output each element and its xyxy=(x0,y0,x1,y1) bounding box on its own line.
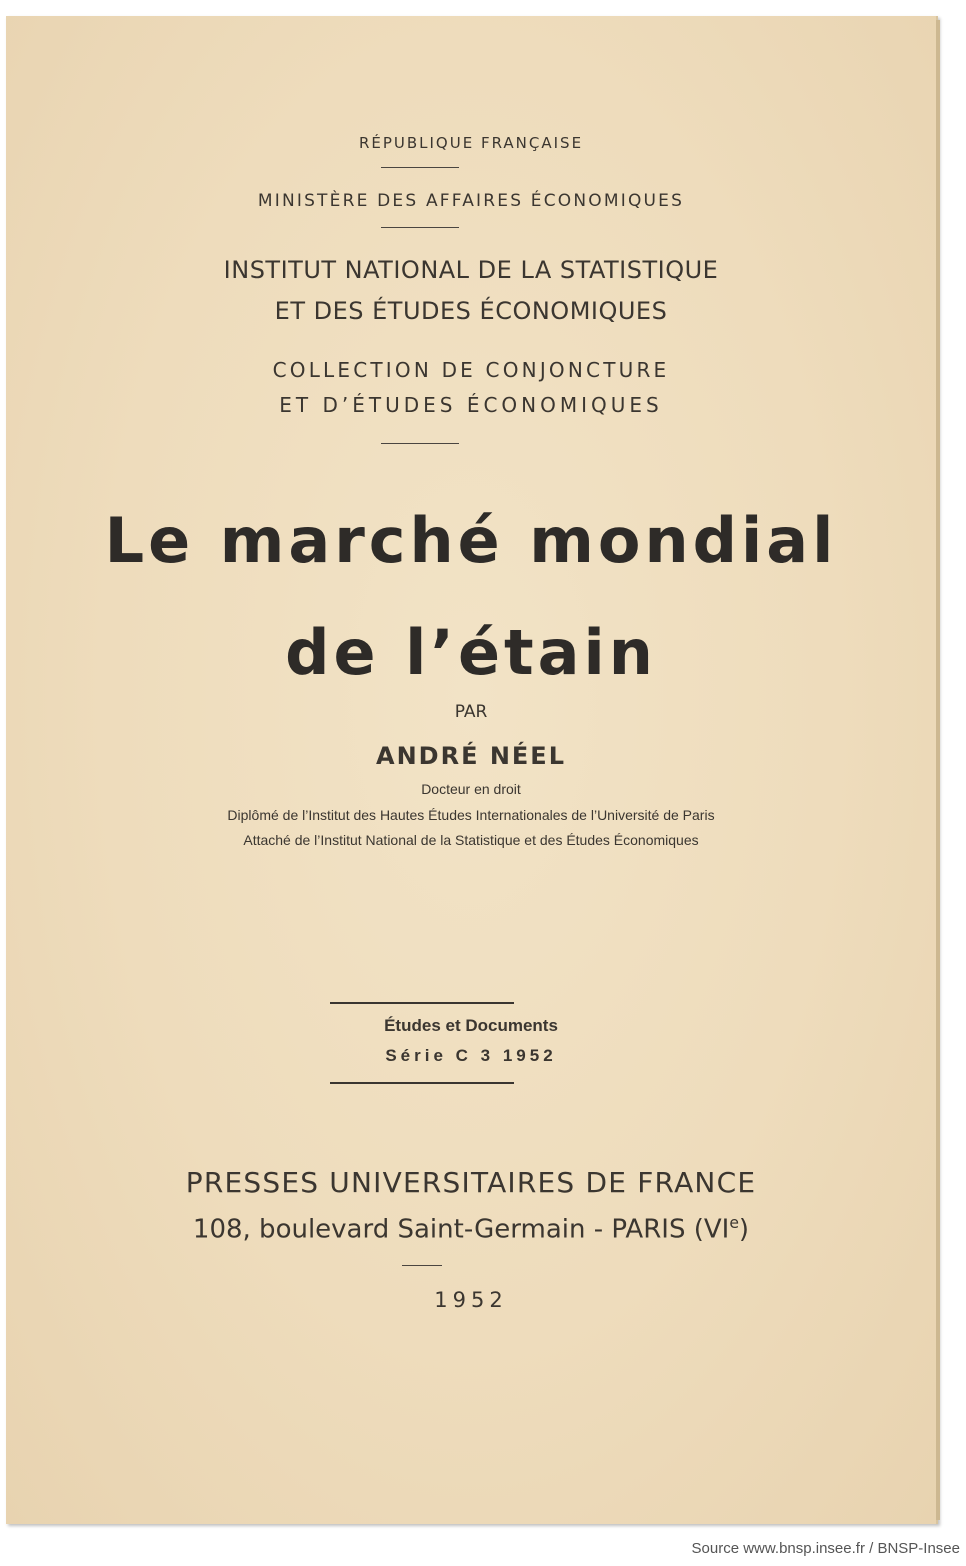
title-page-paper xyxy=(6,16,938,1524)
collection-line-1: COLLECTION DE CONJONCTURE xyxy=(272,358,670,382)
author-name: ANDRÉ NÉEL xyxy=(376,742,566,770)
divider-rule xyxy=(381,227,459,228)
republique-francaise: RÉPUBLIQUE FRANÇAISE xyxy=(358,134,584,152)
publication-year: 1952 xyxy=(434,1288,508,1312)
publisher-address xyxy=(6,1214,936,1245)
author-credential: Docteur en droit xyxy=(421,781,521,797)
institut-line-1: INSTITUT NATIONAL DE LA STATISTIQUE xyxy=(223,256,719,284)
address-close: ) xyxy=(738,1214,750,1245)
divider-rule xyxy=(381,167,459,168)
book-title-line-2: de l’étain xyxy=(285,616,657,689)
publisher-name: PRESSES UNIVERSITAIRES DE FRANCE xyxy=(185,1166,757,1199)
collection-line-2: ET D’ÉTUDES ÉCONOMIQUES xyxy=(279,393,663,417)
series-number: Série C 3 1952 xyxy=(385,1046,557,1065)
address-text: 108, boulevard Saint-Germain - PARIS (VI xyxy=(192,1214,730,1245)
paper-edge xyxy=(936,20,940,1520)
series-rule-top xyxy=(330,1002,514,1004)
address-superscript: e xyxy=(729,1214,739,1232)
divider-rule xyxy=(402,1265,442,1266)
institut-line-2: ET DES ÉTUDES ÉCONOMIQUES xyxy=(274,297,668,325)
divider-rule xyxy=(381,443,459,444)
source-credit: Source www.bnsp.insee.fr / BNSP-Insee xyxy=(691,1540,960,1557)
series-rule-bottom xyxy=(330,1082,514,1084)
ministere-line: MINISTÈRE DES AFFAIRES ÉCONOMIQUES xyxy=(257,191,685,211)
series-name: Études et Documents xyxy=(384,1016,558,1035)
book-title-line-1: Le marché mondial xyxy=(104,504,838,577)
author-credential: Diplômé de l’Institut des Hautes Études Internationales de l’Université de Paris xyxy=(227,807,715,823)
author-credential: Attaché de l’Institut National de la Statistique et des Études Économiques xyxy=(243,832,699,848)
par-label: PAR xyxy=(454,702,488,722)
